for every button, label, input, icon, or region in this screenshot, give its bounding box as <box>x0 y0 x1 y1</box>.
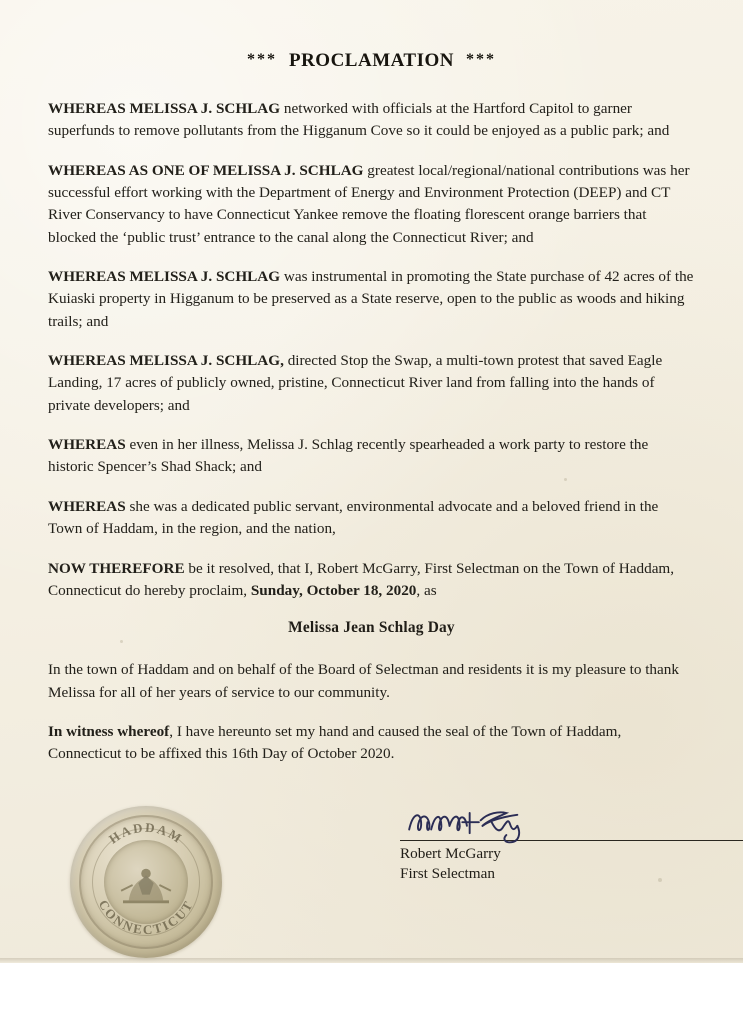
witness-lead: In witness whereof <box>48 722 170 740</box>
paragraph-whereas-6 <box>48 496 695 541</box>
signatory-name: Robert McGarry <box>400 844 501 862</box>
paragraph-whereas-3 <box>48 266 695 333</box>
background-surface <box>0 963 743 1023</box>
paragraph-resolution <box>48 558 695 603</box>
paragraph-lead: WHEREAS MELISSA J. SCHLAG, <box>48 352 284 370</box>
paragraph-witness <box>48 721 695 766</box>
paragraph-body: was instrumental in promoting the State purchase of 42 acres of the Kuiaski property in Higganum to be preserved as a State reserve, open to the public as woods and hiking trails; and <box>48 268 694 330</box>
seal-top-text: HADDAM <box>106 819 186 847</box>
seal-emblem-icon <box>117 862 175 908</box>
paragraph-body: networked with officials at the Hartford Capitol to garner superfunds to remove pollutants from the Higganum Cove so it could be enjoyed as a public park; and <box>48 100 670 140</box>
signature-mark-icon <box>402 802 552 846</box>
signature-block <box>400 802 743 885</box>
title-star-right: *** <box>466 51 497 68</box>
paragraph-whereas-1 <box>48 98 695 143</box>
signatory-role: First Selectman <box>400 865 495 883</box>
resolution-lead: NOW THEREFORE <box>48 559 185 577</box>
paragraph-whereas-5 <box>48 434 695 479</box>
witness-body: , I have hereunto set my hand and caused the seal of the Town of Haddam, Connecticut to be affixed this 16th Day of October 2020. <box>48 722 622 763</box>
seal-bottom-text: CONNECTICUT <box>95 896 197 937</box>
paragraph-lead: WHEREAS MELISSA J. SCHLAG <box>48 100 281 117</box>
paragraph-lead: WHEREAS <box>48 497 126 515</box>
paragraph-body: directed Stop the Swap, a multi-town protest that saved Eagle Landing, 17 acres of publicly owned, pristine, Connecticut River land from falling into the hands of private developers; and <box>48 352 663 414</box>
resolution-body-before: be it resolved, that I, Robert McGarry, First Selectman on the Town of Haddam, Connecticut do hereby proclaim, <box>48 559 675 599</box>
resolution-body-after: , as <box>416 581 437 599</box>
paragraph-body: even in her illness, Melissa J. Schlag recently spearheaded a work party to restore the historic Spencer’s Shad Shack; and <box>48 436 649 476</box>
paragraph-lead: WHEREAS MELISSA J. SCHLAG <box>48 268 281 286</box>
paragraph-body: she was a dedicated public servant, environmental advocate and a beloved friend in the Town of Haddam, in the region, and the nation, <box>48 497 659 538</box>
paragraph-lead: WHEREAS AS ONE OF MELISSA J. SCHLAG <box>48 161 364 179</box>
title-star-left: *** <box>246 51 277 68</box>
paragraph-whereas-4 <box>48 350 695 417</box>
resolution-date: Sunday, October 18, 2020 <box>250 581 417 599</box>
paragraph-whereas-2 <box>48 160 695 249</box>
honoree-day-heading: Melissa Jean Schlag Day <box>288 619 455 637</box>
town-seal <box>70 806 222 958</box>
paragraph-closing: In the town of Haddam and on behalf of the Board of Selectman and residents it is my pleasure to thank Melissa for all of her years of service to our community. <box>48 661 679 701</box>
signature-line <box>400 802 743 841</box>
page-title <box>48 50 695 72</box>
paragraph-body: greatest local/regional/national contributions was her successful effort working with the Department of Energy and Environment Protection (DEEP) and CT River Conservancy to have Connecticut Yankee remove the floating florescent orange barriers that blocked the ‘public trust’ entrance to the canal along the Connecticut River; and <box>48 161 690 246</box>
paragraph-lead: WHEREAS <box>48 436 126 454</box>
title-text: PROCLAMATION <box>288 50 455 71</box>
